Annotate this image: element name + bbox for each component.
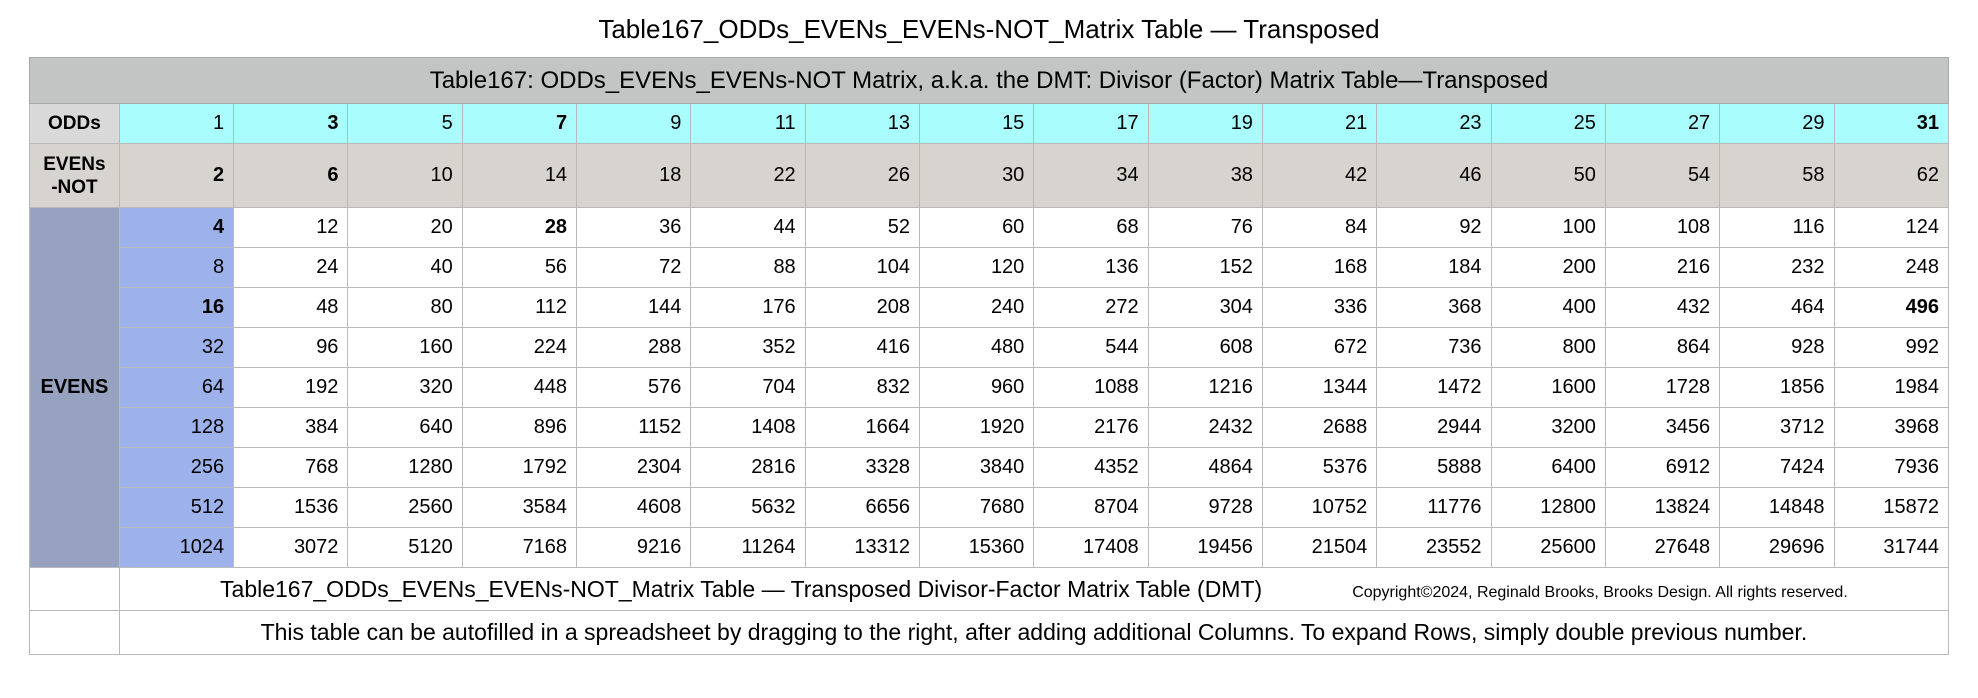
- matrix-cell: 56: [462, 248, 576, 288]
- matrix-cell: 1216: [1148, 368, 1262, 408]
- matrix-cell: 21504: [1262, 528, 1376, 568]
- matrix-cell: 704: [691, 368, 805, 408]
- matrix-cell: 7680: [920, 488, 1034, 528]
- table-row: [30, 368, 1949, 408]
- evens-cell: 1024: [119, 528, 233, 568]
- matrix-cell: 104: [805, 248, 919, 288]
- matrix-cell: 15360: [920, 528, 1034, 568]
- odd-cell: 23: [1377, 104, 1491, 144]
- matrix-cell: 72: [577, 248, 691, 288]
- matrix-cell: 12: [234, 208, 348, 248]
- evens-not-cell: 2: [119, 144, 233, 208]
- matrix-cell: 248: [1834, 248, 1949, 288]
- dmt-table: [29, 57, 1949, 655]
- evens-not-cell: 62: [1834, 144, 1949, 208]
- matrix-cell: 640: [348, 408, 462, 448]
- footer-title-cell: [119, 568, 1948, 611]
- table-row: [30, 488, 1949, 528]
- matrix-cell: 136: [1034, 248, 1148, 288]
- evens-not-cell: 30: [920, 144, 1034, 208]
- matrix-cell: 1472: [1377, 368, 1491, 408]
- matrix-cell: 3328: [805, 448, 919, 488]
- matrix-cell: 11264: [691, 528, 805, 568]
- odd-cell: 25: [1491, 104, 1605, 144]
- matrix-cell: 6656: [805, 488, 919, 528]
- matrix-cell: 15872: [1834, 488, 1949, 528]
- matrix-cell: 240: [920, 288, 1034, 328]
- matrix-cell: 44: [691, 208, 805, 248]
- odd-cell: 27: [1605, 104, 1719, 144]
- matrix-cell: 124: [1834, 208, 1949, 248]
- evens-not-label: EVENs -NOT: [30, 144, 120, 208]
- odd-cell: 7: [462, 104, 576, 144]
- table-row: [30, 248, 1949, 288]
- matrix-cell: 288: [577, 328, 691, 368]
- matrix-cell: 304: [1148, 288, 1262, 328]
- evens-not-cell: 38: [1148, 144, 1262, 208]
- table-row: [30, 448, 1949, 488]
- matrix-cell: 168: [1262, 248, 1376, 288]
- caption-row: [30, 58, 1949, 104]
- odd-cell: 3: [234, 104, 348, 144]
- copyright-text: Copyright©2024, Reginald Brooks, Brooks Design. All rights reserved.: [1352, 583, 1848, 601]
- matrix-cell: 36: [577, 208, 691, 248]
- matrix-cell: 25600: [1491, 528, 1605, 568]
- matrix-cell: 10752: [1262, 488, 1376, 528]
- matrix-cell: 1344: [1262, 368, 1376, 408]
- matrix-cell: 544: [1034, 328, 1148, 368]
- evens-not-cell: 22: [691, 144, 805, 208]
- matrix-cell: 116: [1720, 208, 1834, 248]
- matrix-cell: 152: [1148, 248, 1262, 288]
- matrix-cell: 2176: [1034, 408, 1148, 448]
- matrix-cell: 1600: [1491, 368, 1605, 408]
- matrix-cell: 14848: [1720, 488, 1834, 528]
- matrix-cell: 1408: [691, 408, 805, 448]
- matrix-cell: 4864: [1148, 448, 1262, 488]
- matrix-cell: 2816: [691, 448, 805, 488]
- matrix-cell: 320: [348, 368, 462, 408]
- footer-title-row: [30, 568, 1949, 611]
- matrix-cell: 800: [1491, 328, 1605, 368]
- matrix-cell: 3200: [1491, 408, 1605, 448]
- evens-cell: 64: [119, 368, 233, 408]
- evens-not-cell: 54: [1605, 144, 1719, 208]
- matrix-cell: 9728: [1148, 488, 1262, 528]
- evens-cell: 512: [119, 488, 233, 528]
- matrix-cell: 1792: [462, 448, 576, 488]
- odd-cell: 29: [1720, 104, 1834, 144]
- matrix-cell: 5632: [691, 488, 805, 528]
- table-row: [30, 288, 1949, 328]
- evens-cell: 16: [119, 288, 233, 328]
- matrix-cell: 352: [691, 328, 805, 368]
- matrix-cell: 3840: [920, 448, 1034, 488]
- matrix-cell: 6912: [1605, 448, 1719, 488]
- matrix-cell: 144: [577, 288, 691, 328]
- matrix-cell: 224: [462, 328, 576, 368]
- matrix-cell: 232: [1720, 248, 1834, 288]
- matrix-cell: 608: [1148, 328, 1262, 368]
- matrix-cell: 184: [1377, 248, 1491, 288]
- matrix-cell: 1728: [1605, 368, 1719, 408]
- matrix-cell: 84: [1262, 208, 1376, 248]
- table-row: [30, 408, 1949, 448]
- matrix-cell: 384: [234, 408, 348, 448]
- matrix-cell: 272: [1034, 288, 1148, 328]
- matrix-cell: 7424: [1720, 448, 1834, 488]
- matrix-cell: 3584: [462, 488, 576, 528]
- footer-note: This table can be autofilled in a spreadsheet by dragging to the right, after adding additional Columns. To expand Rows, simply double previous number.: [119, 611, 1948, 655]
- evens-not-cell: 58: [1720, 144, 1834, 208]
- matrix-cell: 11776: [1377, 488, 1491, 528]
- matrix-cell: 27648: [1605, 528, 1719, 568]
- odd-cell: 11: [691, 104, 805, 144]
- evens-not-cell: 34: [1034, 144, 1148, 208]
- matrix-cell: 864: [1605, 328, 1719, 368]
- matrix-cell: 2432: [1148, 408, 1262, 448]
- matrix-cell: 5888: [1377, 448, 1491, 488]
- evens-cell: 128: [119, 408, 233, 448]
- matrix-cell: 4352: [1034, 448, 1148, 488]
- matrix-cell: 192: [234, 368, 348, 408]
- evens-not-cell: 50: [1491, 144, 1605, 208]
- matrix-cell: 496: [1834, 288, 1949, 328]
- matrix-cell: 432: [1605, 288, 1719, 328]
- matrix-cell: 400: [1491, 288, 1605, 328]
- matrix-cell: 1664: [805, 408, 919, 448]
- matrix-cell: 176: [691, 288, 805, 328]
- matrix-cell: 68: [1034, 208, 1148, 248]
- matrix-cell: 23552: [1377, 528, 1491, 568]
- odd-cell: 17: [1034, 104, 1148, 144]
- evens-not-cell: 14: [462, 144, 576, 208]
- table-row: [30, 208, 1949, 248]
- evens-label: EVENS: [30, 208, 120, 568]
- matrix-cell: 112: [462, 288, 576, 328]
- page-title: Table167_ODDs_EVENs_EVENs-NOT_Matrix Table — Transposed: [598, 14, 1380, 44]
- matrix-cell: 1984: [1834, 368, 1949, 408]
- matrix-cell: 2304: [577, 448, 691, 488]
- footer-blank-cell: [30, 611, 120, 655]
- matrix-cell: 96: [234, 328, 348, 368]
- evens-not-cell: 18: [577, 144, 691, 208]
- matrix-cell: 108: [1605, 208, 1719, 248]
- odd-cell: 1: [119, 104, 233, 144]
- matrix-cell: 768: [234, 448, 348, 488]
- evens-not-cell: 6: [234, 144, 348, 208]
- matrix-cell: 448: [462, 368, 576, 408]
- matrix-cell: 80: [348, 288, 462, 328]
- matrix-cell: 76: [1148, 208, 1262, 248]
- matrix-cell: 2560: [348, 488, 462, 528]
- matrix-cell: 8704: [1034, 488, 1148, 528]
- odd-cell: 21: [1262, 104, 1376, 144]
- matrix-cell: 31744: [1834, 528, 1949, 568]
- matrix-cell: 20: [348, 208, 462, 248]
- odd-cell: 9: [577, 104, 691, 144]
- matrix-cell: 1280: [348, 448, 462, 488]
- odd-cell: 13: [805, 104, 919, 144]
- matrix-cell: 6400: [1491, 448, 1605, 488]
- table-row: [30, 328, 1949, 368]
- matrix-cell: 368: [1377, 288, 1491, 328]
- matrix-cell: 52: [805, 208, 919, 248]
- matrix-cell: 3072: [234, 528, 348, 568]
- matrix-cell: 1152: [577, 408, 691, 448]
- matrix-cell: 7936: [1834, 448, 1949, 488]
- evens-cell: 8: [119, 248, 233, 288]
- matrix-cell: 736: [1377, 328, 1491, 368]
- matrix-cell: 2944: [1377, 408, 1491, 448]
- footer-blank-cell: [30, 568, 120, 611]
- matrix-cell: 100: [1491, 208, 1605, 248]
- odds-label: ODDs: [30, 104, 120, 144]
- matrix-cell: 1088: [1034, 368, 1148, 408]
- matrix-cell: 29696: [1720, 528, 1834, 568]
- evens-cell: 4: [119, 208, 233, 248]
- evens-not-cell: 10: [348, 144, 462, 208]
- matrix-cell: 9216: [577, 528, 691, 568]
- matrix-cell: 208: [805, 288, 919, 328]
- matrix-cell: 3456: [1605, 408, 1719, 448]
- matrix-cell: 480: [920, 328, 1034, 368]
- matrix-cell: 200: [1491, 248, 1605, 288]
- matrix-cell: 120: [920, 248, 1034, 288]
- matrix-cell: 216: [1605, 248, 1719, 288]
- matrix-cell: 4608: [577, 488, 691, 528]
- matrix-cell: 1920: [920, 408, 1034, 448]
- matrix-cell: 3712: [1720, 408, 1834, 448]
- matrix-cell: 12800: [1491, 488, 1605, 528]
- matrix-cell: 576: [577, 368, 691, 408]
- table-caption: Table167: ODDs_EVENs_EVENs-NOT Matrix, a.k.a. the DMT: Divisor (Factor) Matrix Table—Transposed: [30, 58, 1949, 104]
- matrix-cell: 17408: [1034, 528, 1148, 568]
- matrix-cell: 7168: [462, 528, 576, 568]
- matrix-cell: 40: [348, 248, 462, 288]
- footer-note-row: [30, 611, 1949, 655]
- matrix-cell: 19456: [1148, 528, 1262, 568]
- odd-cell: 15: [920, 104, 1034, 144]
- matrix-cell: 13824: [1605, 488, 1719, 528]
- matrix-cell: 2688: [1262, 408, 1376, 448]
- evens-not-cell: 26: [805, 144, 919, 208]
- matrix-cell: 3968: [1834, 408, 1949, 448]
- matrix-cell: 896: [462, 408, 576, 448]
- evens-cell: 32: [119, 328, 233, 368]
- matrix-cell: 5120: [348, 528, 462, 568]
- matrix-cell: 672: [1262, 328, 1376, 368]
- matrix-cell: 832: [805, 368, 919, 408]
- matrix-cell: 464: [1720, 288, 1834, 328]
- matrix-cell: 992: [1834, 328, 1949, 368]
- matrix-cell: 5376: [1262, 448, 1376, 488]
- matrix-cell: 1856: [1720, 368, 1834, 408]
- matrix-cell: 960: [920, 368, 1034, 408]
- odds-row: [30, 104, 1949, 144]
- odd-cell: 31: [1834, 104, 1949, 144]
- matrix-cell: 48: [234, 288, 348, 328]
- matrix-cell: 416: [805, 328, 919, 368]
- matrix-cell: 336: [1262, 288, 1376, 328]
- matrix-cell: 13312: [805, 528, 919, 568]
- matrix-cell: 1536: [234, 488, 348, 528]
- matrix-cell: 88: [691, 248, 805, 288]
- matrix-cell: 24: [234, 248, 348, 288]
- matrix-cell: 92: [1377, 208, 1491, 248]
- matrix-cell: 928: [1720, 328, 1834, 368]
- evens-not-row: [30, 144, 1949, 208]
- odd-cell: 19: [1148, 104, 1262, 144]
- evens-cell: 256: [119, 448, 233, 488]
- matrix-cell: 160: [348, 328, 462, 368]
- odd-cell: 5: [348, 104, 462, 144]
- evens-not-cell: 42: [1262, 144, 1376, 208]
- table-row: [30, 528, 1949, 568]
- matrix-cell: 28: [462, 208, 576, 248]
- matrix-cell: 60: [920, 208, 1034, 248]
- evens-not-cell: 46: [1377, 144, 1491, 208]
- footer-title: Table167_ODDs_EVENs_EVENs-NOT_Matrix Table — Transposed Divisor-Factor Matrix Table (DMT): [220, 575, 1263, 602]
